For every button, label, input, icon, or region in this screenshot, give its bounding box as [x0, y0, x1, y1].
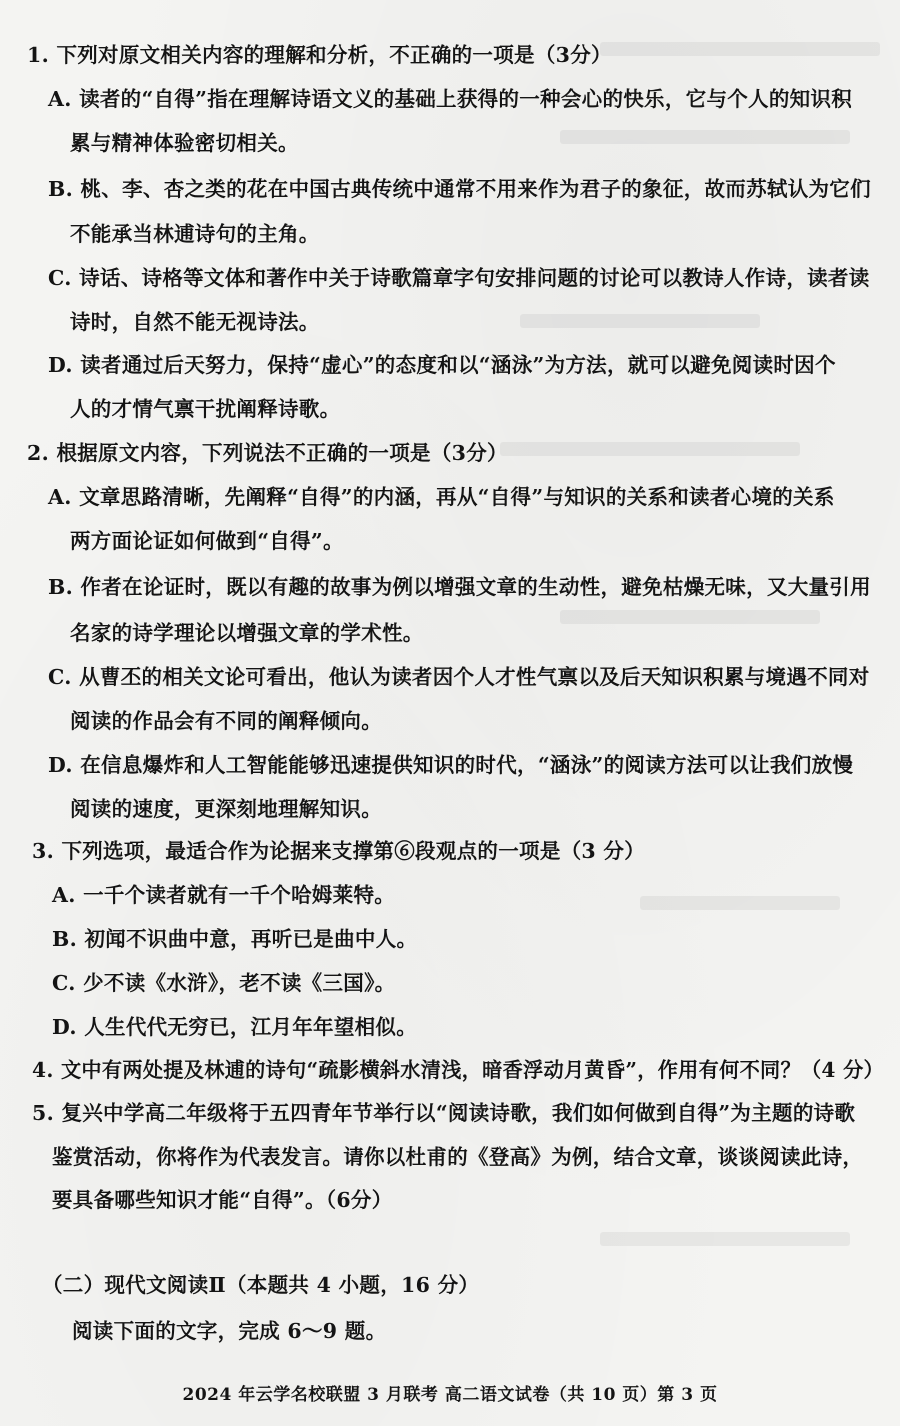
question-1-stem: 1. 下列对原文相关内容的理解和分析，不正确的一项是（3分） — [27, 43, 612, 67]
q3-option-b: B. 初闻不识曲中意，再听已是曲中人。 — [52, 927, 418, 951]
bleed-through-mark — [560, 130, 850, 144]
bleed-through-mark — [500, 442, 800, 456]
q2-option-c-line1: C. 从曹丕的相关文论可看出，他认为读者因个人才性气禀以及后天知识积累与境遇不同对 — [48, 665, 870, 689]
question-3-stem: 3. 下列选项，最适合作为论据来支撑第⑥段观点的一项是（3 分） — [32, 839, 646, 863]
q3-option-d: D. 人生代代无穷已，江月年年望相似。 — [52, 1015, 418, 1039]
question-4-stem: 4. 文中有两处提及林逋的诗句“疏影横斜水清浅，暗香浮动月黄昏”，作用有何不同？（4 分） — [32, 1058, 885, 1082]
question-2-stem: 2. 根据原文内容，下列说法不正确的一项是（3分） — [27, 441, 508, 465]
bleed-through-mark — [640, 896, 840, 910]
q1-option-a-line1: A. 读者的“自得”指在理解诗语文义的基础上获得的一种会心的快乐，它与个人的知识积 — [48, 87, 853, 111]
q2-option-b-line2: 名家的诗学理论以增强文章的学术性。 — [70, 621, 424, 645]
q2-option-a-line2: 两方面论证如何做到“自得”。 — [70, 529, 344, 553]
q2-option-c-line2: 阅读的作品会有不同的阐释倾向。 — [70, 709, 382, 733]
question-5-line3: 要具备哪些知识才能“自得”。（6分） — [52, 1188, 393, 1212]
section-instruction: 阅读下面的文字，完成 6～9 题。 — [72, 1319, 387, 1343]
q2-option-a-line1: A. 文章思路清晰，先阐释“自得”的内涵，再从“自得”与知识的关系和读者心境的关系 — [48, 485, 835, 509]
q1-option-c-line2: 诗时，自然不能无视诗法。 — [70, 310, 320, 334]
question-5-line1: 5. 复兴中学高二年级将于五四青年节举行以“阅读诗歌，我们如何做到自得”为主题的诗歌 — [32, 1101, 856, 1125]
q2-option-b-line1: B. 作者在论证时，既以有趣的故事为例以增强文章的生动性，避免枯燥无味，又大量引用 — [48, 575, 871, 599]
bleed-through-mark — [520, 314, 760, 328]
q2-option-d-line2: 阅读的速度，更深刻地理解知识。 — [70, 797, 382, 821]
q1-option-c-line1: C. 诗话、诗格等文体和著作中关于诗歌篇章字句安排问题的讨论可以教诗人作诗，读者读 — [48, 266, 870, 290]
bleed-through-mark — [600, 42, 880, 56]
q1-option-b-line1: B. 桃、李、杏之类的花在中国古典传统中通常不用来作为君子的象征，故而苏轼认为它们 — [48, 177, 871, 201]
page-footer: 2024 年云学名校联盟 3 月联考 高二语文试卷（共 10 页）第 3 页 — [182, 1385, 718, 1405]
q1-option-a-line2: 累与精神体验密切相关。 — [70, 131, 299, 155]
q1-option-b-line2: 不能承当林逋诗句的主角。 — [70, 222, 320, 246]
q2-option-d-line1: D. 在信息爆炸和人工智能能够迅速提供知识的时代，“涵泳”的阅读方法可以让我们放慢 — [48, 753, 854, 777]
q3-option-a: A. 一千个读者就有一千个哈姆莱特。 — [52, 883, 396, 907]
bleed-through-mark — [560, 610, 820, 624]
q1-option-d-line2: 人的才情气禀干扰阐释诗歌。 — [70, 397, 341, 421]
question-5-line2: 鉴赏活动，你将作为代表发言。请你以杜甫的《登高》为例，结合文章，谈谈阅读此诗， — [52, 1145, 864, 1169]
q3-option-c: C. 少不读《水浒》，老不读《三国》。 — [52, 971, 396, 995]
bleed-through-mark — [600, 1232, 850, 1246]
section-heading: （二）现代文阅读Ⅱ（本题共 4 小题，16 分） — [42, 1273, 480, 1297]
q1-option-d-line1: D. 读者通过后天努力，保持“虚心”的态度和以“涵泳”为方法，就可以避免阅读时因个 — [48, 353, 836, 377]
